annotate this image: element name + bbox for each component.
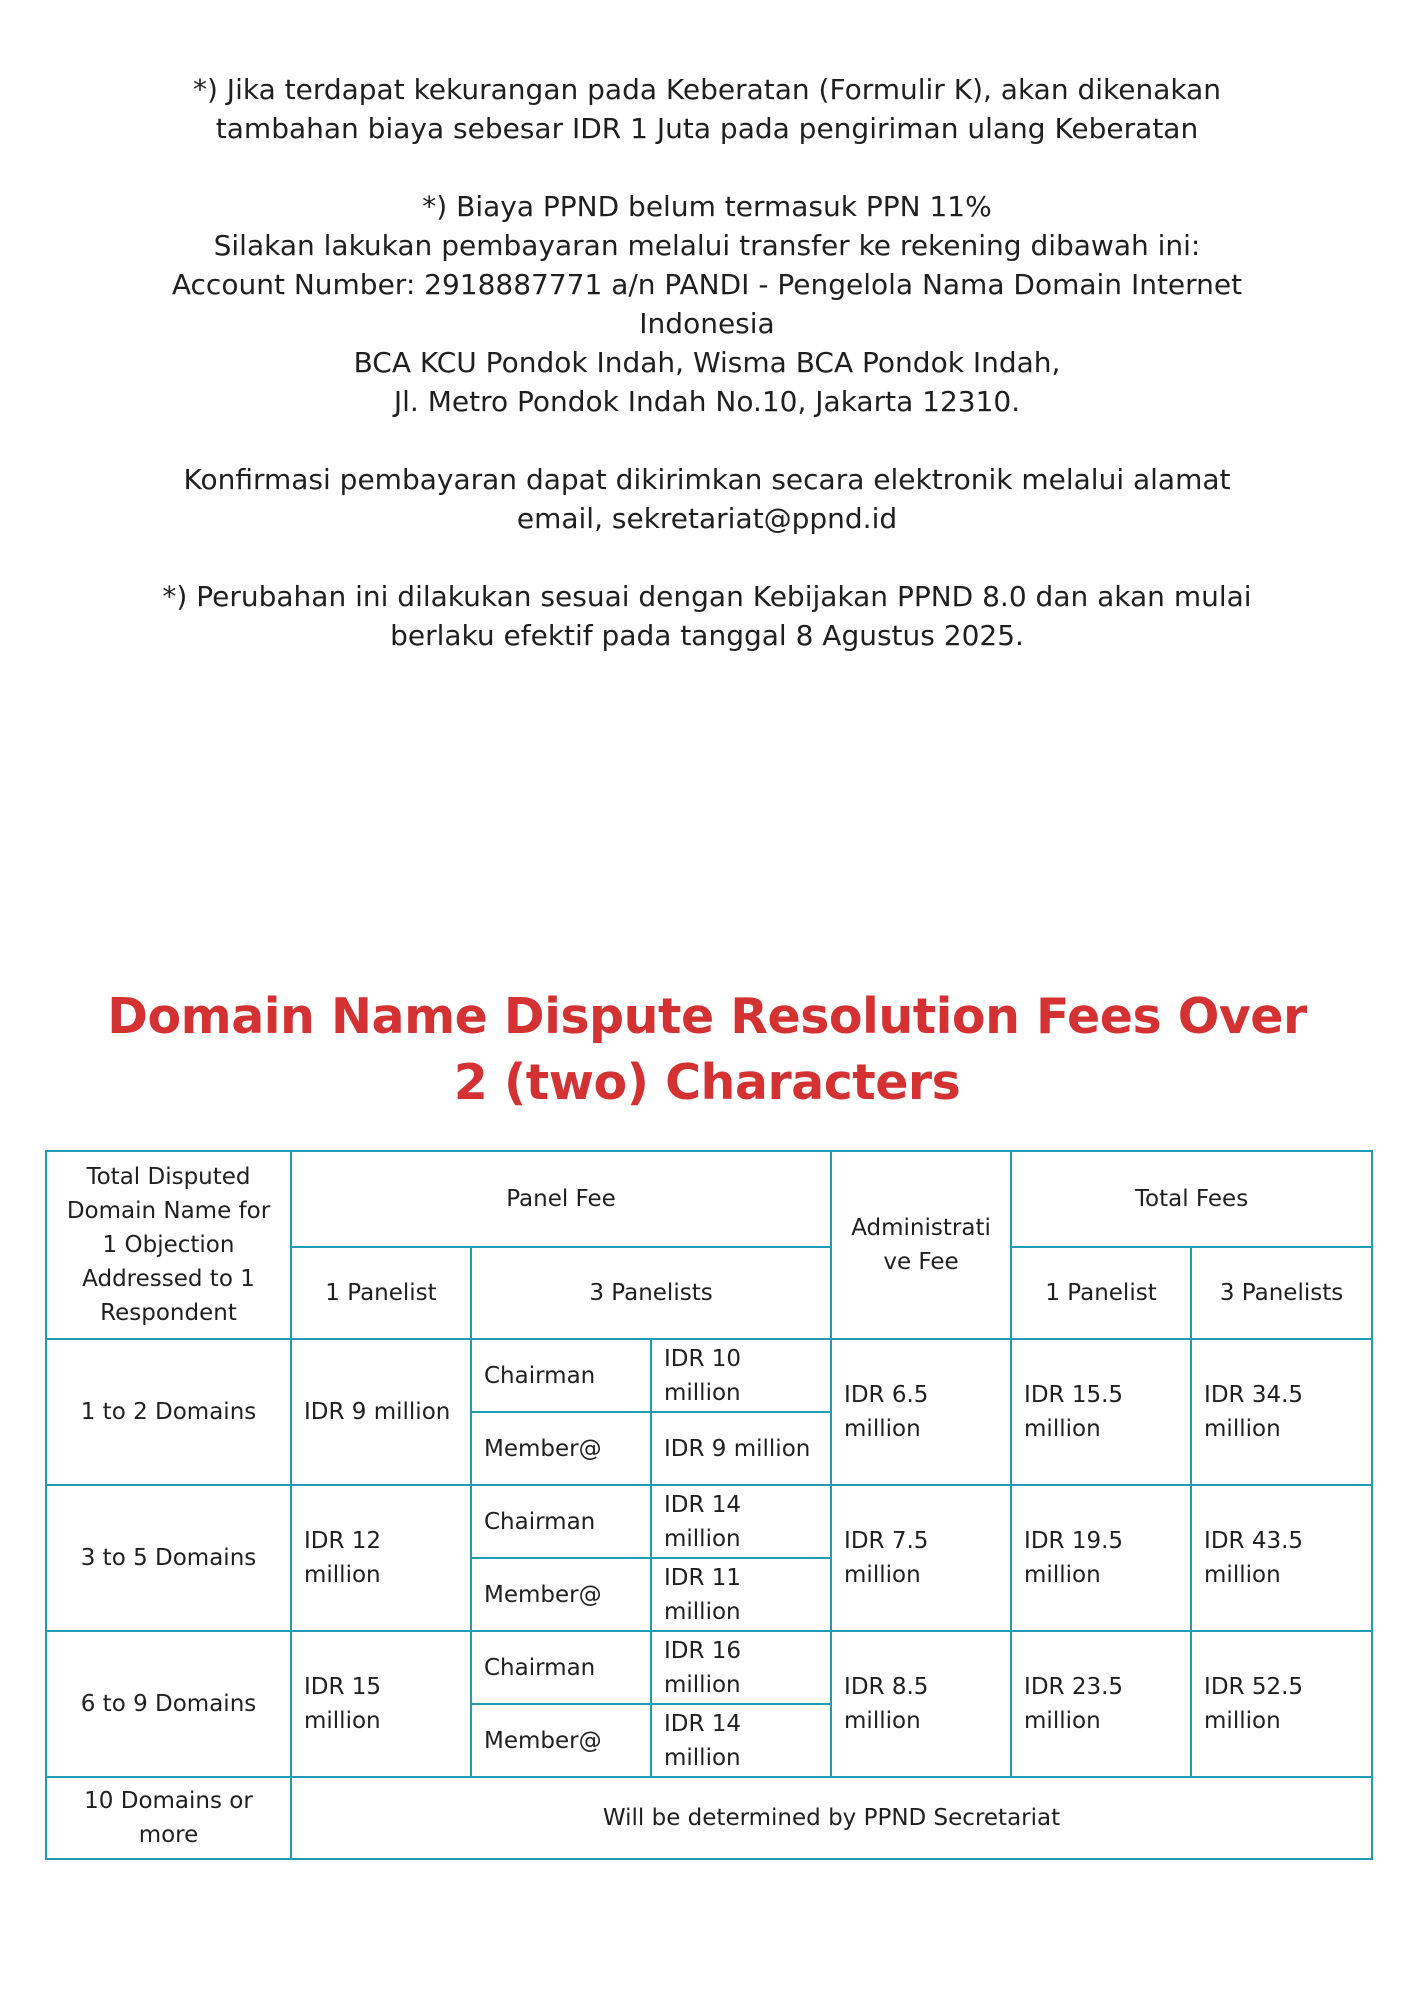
row-one-panelist-fee: IDR 15 million [291,1631,471,1777]
row-domains: 1 to 2 Domains [46,1339,291,1485]
header-col1-line: Respondent [100,1300,237,1326]
row-chairman-fee: IDR 14 million [651,1485,831,1558]
header-admin-line: Administrati [851,1215,991,1241]
row-chairman-label: Chairman [471,1339,651,1412]
total-1-line: IDR 15.5 [1024,1382,1124,1408]
header-3-panelists: 3 Panelists [471,1247,831,1339]
row-member-label: Member@ [471,1558,651,1631]
confirmation-line-1: Konfirmasi pembayaran dapat dikirimkan secara elektronik melalui alamat [183,463,1231,496]
objection-fee-note-line-2: tambahan biaya sebesar IDR 1 Juta pada pengiriman ulang Keberatan [215,112,1199,145]
row-domains: 3 to 5 Domains [46,1485,291,1631]
admin-fee-line: IDR 6.5 [844,1382,929,1408]
header-col1-line: Total Disputed [86,1164,251,1190]
admin-fee-line: million [844,1708,921,1734]
total-1-line: IDR 19.5 [1024,1528,1124,1554]
header-total-fees: Total Fees [1011,1151,1372,1247]
admin-fee-line: million [844,1416,921,1442]
row-total-1 [1011,1339,1191,1485]
header-1-panelist: 1 Panelist [291,1247,471,1339]
header-total-3-panelists: 3 Panelists [1191,1247,1372,1339]
header-col1-line: Addressed to 1 [82,1266,255,1292]
account-line-1: Account Number: 2918887771 a/n PANDI - Pengelola Nama Domain Internet [171,268,1243,301]
confirmation-line-2: email, sekretariat@ppnd.id [516,502,898,535]
fees-title-line-2: 2 (two) Characters [453,1054,961,1111]
policy-note-line-1: *) Perubahan ini dilakukan sesuai dengan Kebijakan PPND 8.0 dan akan mulai [162,580,1252,613]
total-3-line: IDR 43.5 [1204,1528,1304,1554]
total-3-line: million [1204,1708,1281,1734]
bank-line-1: BCA KCU Pondok Indah, Wisma BCA Pondok Indah, [353,346,1061,379]
row-admin-fee [831,1339,1011,1485]
row-total-1 [1011,1631,1191,1777]
header-admin-fee [831,1151,1011,1339]
row-chairman-fee: IDR 16 million [651,1631,831,1704]
header-total-1-panelist: 1 Panelist [1011,1247,1191,1339]
account-line-2: Indonesia [639,307,775,340]
header-panel-fee: Panel Fee [291,1151,831,1247]
row-admin-fee [831,1631,1011,1777]
row-member-fee: IDR 11 million [651,1558,831,1631]
last-row-domains-line: more [138,1822,199,1848]
total-1-line: million [1024,1562,1101,1588]
row-member-label: Member@ [471,1704,651,1777]
total-3-line: IDR 34.5 [1204,1382,1304,1408]
bank-line-2: Jl. Metro Pondok Indah No.10, Jakarta 12310. [393,385,1021,418]
row-total-3 [1191,1631,1372,1777]
row-member-fee: IDR 9 million [651,1412,831,1485]
admin-fee-line: million [844,1562,921,1588]
last-row-note: Will be determined by PPND Secretariat [291,1777,1372,1859]
admin-fee-line: IDR 8.5 [844,1674,929,1700]
fees-title [100,984,1314,1116]
row-one-panelist-fee: IDR 12 million [291,1485,471,1631]
policy-note-line-2: berlaku efektif pada tanggal 8 Agustus 2025. [390,619,1024,652]
row-one-panelist-fee: IDR 9 million [291,1339,471,1485]
row-member-label: Member@ [471,1412,651,1485]
total-1-line: million [1024,1708,1101,1734]
total-3-line: million [1204,1562,1281,1588]
total-3-line: million [1204,1416,1281,1442]
header-col1-line: Domain Name for [66,1198,271,1224]
total-1-line: million [1024,1416,1101,1442]
row-total-3 [1191,1339,1372,1485]
row-chairman-label: Chairman [471,1631,651,1704]
fees-table [45,1150,1373,1860]
total-1-line: IDR 23.5 [1024,1674,1124,1700]
last-row-domains [46,1777,291,1859]
payment-notes [150,70,1264,655]
row-admin-fee [831,1485,1011,1631]
last-row-domains-line: 10 Domains or [84,1788,253,1814]
row-total-1 [1011,1485,1191,1631]
admin-fee-line: IDR 7.5 [844,1528,929,1554]
header-total-disputed [46,1151,291,1339]
header-col1-line: 1 Objection [102,1232,235,1258]
header-admin-line: ve Fee [883,1249,959,1275]
objection-fee-note-line-1: *) Jika terdapat kekurangan pada Keberatan (Formulir K), akan dikenakan [192,73,1222,106]
fees-title-line-1: Domain Name Dispute Resolution Fees Over [107,988,1307,1045]
row-chairman-fee: IDR 10 million [651,1339,831,1412]
row-domains: 6 to 9 Domains [46,1631,291,1777]
row-total-3 [1191,1485,1372,1631]
transfer-intro: Silakan lakukan pembayaran melalui transfer ke rekening dibawah ini: [213,229,1201,262]
total-3-line: IDR 52.5 [1204,1674,1304,1700]
row-chairman-label: Chairman [471,1485,651,1558]
row-member-fee: IDR 14 million [651,1704,831,1777]
vat-note: *) Biaya PPND belum termasuk PPN 11% [422,190,992,223]
